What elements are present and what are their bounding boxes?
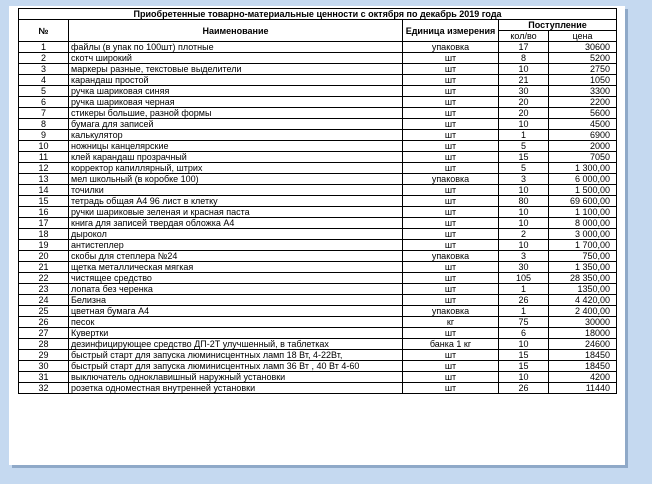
cell-unit[interactable]: шт bbox=[403, 383, 499, 394]
cell-price[interactable]: 69 600,00 bbox=[549, 196, 617, 207]
table-row bbox=[19, 163, 617, 174]
cell-qty[interactable]: 15 bbox=[499, 350, 549, 361]
cell-number[interactable]: 23 bbox=[19, 284, 69, 295]
cell-number[interactable]: 11 bbox=[19, 152, 69, 163]
cell-price[interactable]: 1 100,00 bbox=[549, 207, 617, 218]
table-row bbox=[19, 317, 617, 328]
cell-qty[interactable]: 20 bbox=[499, 108, 549, 119]
cell-price[interactable]: 2000 bbox=[549, 141, 617, 152]
cell-number[interactable]: 26 bbox=[19, 317, 69, 328]
cell-qty[interactable]: 2 bbox=[499, 229, 549, 240]
cell-number[interactable]: 8 bbox=[19, 119, 69, 130]
cell-name[interactable]: выключатель одноклавишный наружный установки bbox=[69, 372, 403, 383]
cell-number[interactable]: 17 bbox=[19, 218, 69, 229]
table-row bbox=[19, 64, 617, 75]
table-row bbox=[19, 152, 617, 163]
cell-unit[interactable]: шт bbox=[403, 152, 499, 163]
cell-qty[interactable]: 30 bbox=[499, 262, 549, 273]
cell-unit[interactable]: шт bbox=[403, 97, 499, 108]
cell-qty[interactable]: 5 bbox=[499, 141, 549, 152]
cell-qty[interactable]: 3 bbox=[499, 174, 549, 185]
cell-price[interactable]: 5600 bbox=[549, 108, 617, 119]
cell-price[interactable]: 2750 bbox=[549, 64, 617, 75]
cell-price[interactable]: 7050 bbox=[549, 152, 617, 163]
cell-name[interactable]: быстрый старт для запуска люминисцентных ламп 18 Вт, 4-22Вт, bbox=[69, 350, 403, 361]
cell-price[interactable]: 2200 bbox=[549, 97, 617, 108]
cell-price[interactable]: 18450 bbox=[549, 361, 617, 372]
cell-number[interactable]: 29 bbox=[19, 350, 69, 361]
cell-number[interactable]: 10 bbox=[19, 141, 69, 152]
cell-qty[interactable]: 26 bbox=[499, 295, 549, 306]
cell-name[interactable]: Кувертки bbox=[69, 328, 403, 339]
cell-number[interactable]: 12 bbox=[19, 163, 69, 174]
cell-qty[interactable]: 21 bbox=[499, 75, 549, 86]
spreadsheet-page bbox=[9, 6, 625, 465]
cell-price[interactable]: 11440 bbox=[549, 383, 617, 394]
cell-number[interactable]: 13 bbox=[19, 174, 69, 185]
header-unit[interactable]: Единица измерения bbox=[403, 20, 499, 42]
cell-name[interactable]: Белизна bbox=[69, 295, 403, 306]
table-row bbox=[19, 185, 617, 196]
cell-qty[interactable]: 10 bbox=[499, 339, 549, 350]
cell-unit[interactable]: шт bbox=[403, 64, 499, 75]
table-row bbox=[19, 240, 617, 251]
cell-unit[interactable]: шт bbox=[403, 328, 499, 339]
header-name[interactable]: Наименование bbox=[69, 20, 403, 42]
cell-unit[interactable]: кг bbox=[403, 317, 499, 328]
cell-price[interactable]: 8 000,00 bbox=[549, 218, 617, 229]
cell-number[interactable]: 27 bbox=[19, 328, 69, 339]
cell-number[interactable]: 20 bbox=[19, 251, 69, 262]
table-row bbox=[19, 251, 617, 262]
cell-number[interactable]: 5 bbox=[19, 86, 69, 97]
table-row bbox=[19, 196, 617, 207]
table-row bbox=[19, 141, 617, 152]
cell-unit[interactable]: шт bbox=[403, 53, 499, 64]
cell-qty[interactable]: 30 bbox=[499, 86, 549, 97]
cell-name[interactable]: карандаш простой bbox=[69, 75, 403, 86]
cell-unit[interactable]: упаковка bbox=[403, 306, 499, 317]
cell-name[interactable]: песок bbox=[69, 317, 403, 328]
cell-unit[interactable]: шт bbox=[403, 361, 499, 372]
cell-unit[interactable]: упаковка bbox=[403, 251, 499, 262]
cell-qty[interactable]: 26 bbox=[499, 383, 549, 394]
cell-name[interactable]: мел школьный (в коробке 100) bbox=[69, 174, 403, 185]
table-row bbox=[19, 339, 617, 350]
cell-name[interactable]: корректор капиллярный, штрих bbox=[69, 163, 403, 174]
cell-price[interactable]: 18000 bbox=[549, 328, 617, 339]
cell-qty[interactable]: 5 bbox=[499, 163, 549, 174]
cell-name[interactable]: скобы для степлера №24 bbox=[69, 251, 403, 262]
cell-number[interactable]: 1 bbox=[19, 42, 69, 53]
cell-number[interactable]: 15 bbox=[19, 196, 69, 207]
table-row bbox=[19, 218, 617, 229]
cell-number[interactable]: 6 bbox=[19, 97, 69, 108]
cell-number[interactable]: 7 bbox=[19, 108, 69, 119]
cell-number[interactable]: 3 bbox=[19, 64, 69, 75]
cell-price[interactable]: 4200 bbox=[549, 372, 617, 383]
cell-name[interactable]: скотч широкий bbox=[69, 53, 403, 64]
cell-unit[interactable]: шт bbox=[403, 207, 499, 218]
cell-qty[interactable]: 10 bbox=[499, 64, 549, 75]
cell-name[interactable]: стикеры большие, разной формы bbox=[69, 108, 403, 119]
cell-unit[interactable]: шт bbox=[403, 119, 499, 130]
cell-price[interactable]: 6900 bbox=[549, 130, 617, 141]
cell-unit[interactable]: шт bbox=[403, 262, 499, 273]
cell-qty[interactable]: 8 bbox=[499, 53, 549, 64]
table-row bbox=[19, 328, 617, 339]
cell-name[interactable]: антистеплер bbox=[69, 240, 403, 251]
cell-unit[interactable]: шт bbox=[403, 295, 499, 306]
cell-name[interactable]: калькулятор bbox=[69, 130, 403, 141]
cell-number[interactable]: 28 bbox=[19, 339, 69, 350]
cell-name[interactable]: тетрадь общая А4 96 лист в клетку bbox=[69, 196, 403, 207]
cell-qty[interactable]: 10 bbox=[499, 185, 549, 196]
cell-price[interactable]: 4 420,00 bbox=[549, 295, 617, 306]
cell-number[interactable]: 31 bbox=[19, 372, 69, 383]
cell-price[interactable]: 6 000,00 bbox=[549, 174, 617, 185]
cell-qty[interactable]: 15 bbox=[499, 152, 549, 163]
cell-qty[interactable]: 1 bbox=[499, 130, 549, 141]
cell-price[interactable]: 5200 bbox=[549, 53, 617, 64]
cell-unit[interactable]: шт bbox=[403, 75, 499, 86]
table-row bbox=[19, 372, 617, 383]
cell-number[interactable]: 2 bbox=[19, 53, 69, 64]
table-row bbox=[19, 207, 617, 218]
cell-qty[interactable]: 17 bbox=[499, 42, 549, 53]
table-row bbox=[19, 42, 617, 53]
cell-price[interactable]: 18450 bbox=[549, 350, 617, 361]
cell-price[interactable]: 1 500,00 bbox=[549, 185, 617, 196]
table-row bbox=[19, 119, 617, 130]
table-row bbox=[19, 174, 617, 185]
cell-price[interactable]: 1050 bbox=[549, 75, 617, 86]
cell-name[interactable]: дезинфицирующее средство ДП-2Т улучшенный, в таблетках bbox=[69, 339, 403, 350]
cell-unit[interactable]: шт bbox=[403, 196, 499, 207]
table-row bbox=[19, 361, 617, 372]
cell-qty[interactable]: 80 bbox=[499, 196, 549, 207]
cell-qty[interactable]: 105 bbox=[499, 273, 549, 284]
cell-name[interactable]: розетка одноместная внутренней установки bbox=[69, 383, 403, 394]
cell-number[interactable]: 16 bbox=[19, 207, 69, 218]
cell-number[interactable]: 19 bbox=[19, 240, 69, 251]
table-row bbox=[19, 108, 617, 119]
cell-qty[interactable]: 1 bbox=[499, 284, 549, 295]
table-row bbox=[19, 295, 617, 306]
cell-unit[interactable]: упаковка bbox=[403, 42, 499, 53]
table-row bbox=[19, 229, 617, 240]
table-row bbox=[19, 383, 617, 394]
header-qty[interactable]: кол/во bbox=[499, 31, 549, 42]
cell-name[interactable]: быстрый старт для запуска люминисцентных ламп 36 Вт , 40 Вт 4-60 bbox=[69, 361, 403, 372]
cell-unit[interactable]: шт bbox=[403, 273, 499, 284]
cell-name[interactable]: чистящее средство bbox=[69, 273, 403, 284]
cell-unit[interactable]: шт bbox=[403, 372, 499, 383]
cell-qty[interactable]: 10 bbox=[499, 372, 549, 383]
cell-price[interactable]: 4500 bbox=[549, 119, 617, 130]
cell-name[interactable]: маркеры разные, текстовые выделители bbox=[69, 64, 403, 75]
table-row bbox=[19, 350, 617, 361]
cell-number[interactable]: 25 bbox=[19, 306, 69, 317]
cell-name[interactable]: ножницы канцелярские bbox=[69, 141, 403, 152]
cell-price[interactable]: 1350,00 bbox=[549, 284, 617, 295]
cell-name[interactable]: ручка шариковая синяя bbox=[69, 86, 403, 97]
cell-unit[interactable]: шт bbox=[403, 108, 499, 119]
cell-number[interactable]: 21 bbox=[19, 262, 69, 273]
cell-unit[interactable]: шт bbox=[403, 284, 499, 295]
cell-unit[interactable]: шт bbox=[403, 163, 499, 174]
cell-unit[interactable]: шт bbox=[403, 350, 499, 361]
cell-price[interactable]: 2 400,00 bbox=[549, 306, 617, 317]
cell-unit[interactable]: упаковка bbox=[403, 174, 499, 185]
cell-price[interactable]: 1 700,00 bbox=[549, 240, 617, 251]
cell-price[interactable]: 28 350,00 bbox=[549, 273, 617, 284]
cell-price[interactable]: 3300 bbox=[549, 86, 617, 97]
table-row bbox=[19, 273, 617, 284]
cell-qty[interactable]: 15 bbox=[499, 361, 549, 372]
cell-price[interactable]: 1 350,00 bbox=[549, 262, 617, 273]
cell-price[interactable]: 1 300,00 bbox=[549, 163, 617, 174]
cell-name[interactable]: щетка металлическая мягкая bbox=[69, 262, 403, 273]
cell-name[interactable]: ручки шариковые зеленая и красная паста bbox=[69, 207, 403, 218]
cell-number[interactable]: 18 bbox=[19, 229, 69, 240]
cell-name[interactable]: книга для записей твердая обложка А4 bbox=[69, 218, 403, 229]
cell-qty[interactable]: 10 bbox=[499, 119, 549, 130]
table-row bbox=[19, 284, 617, 295]
cell-qty[interactable]: 20 bbox=[499, 97, 549, 108]
cell-number[interactable]: 30 bbox=[19, 361, 69, 372]
cell-qty[interactable]: 3 bbox=[499, 251, 549, 262]
header-row bbox=[19, 20, 617, 31]
cell-name[interactable]: цветная бумага А4 bbox=[69, 306, 403, 317]
table-title[interactable]: Приобретенные товарно-материальные ценности с октября по декабрь 2019 года bbox=[19, 9, 617, 20]
table-row bbox=[19, 53, 617, 64]
cell-qty[interactable]: 10 bbox=[499, 207, 549, 218]
cell-price[interactable]: 750,00 bbox=[549, 251, 617, 262]
cell-qty[interactable]: 10 bbox=[499, 240, 549, 251]
cell-unit[interactable]: шт bbox=[403, 218, 499, 229]
cell-price[interactable]: 24600 bbox=[549, 339, 617, 350]
cell-number[interactable]: 4 bbox=[19, 75, 69, 86]
table-row bbox=[19, 75, 617, 86]
cell-number[interactable]: 24 bbox=[19, 295, 69, 306]
cell-price[interactable]: 30600 bbox=[549, 42, 617, 53]
cell-qty[interactable]: 6 bbox=[499, 328, 549, 339]
cell-number[interactable]: 32 bbox=[19, 383, 69, 394]
cell-qty[interactable]: 10 bbox=[499, 218, 549, 229]
inventory-table bbox=[18, 8, 617, 394]
header-receipt[interactable]: Поступление bbox=[499, 20, 617, 31]
header-num[interactable]: № bbox=[19, 20, 69, 42]
cell-name[interactable]: клей карандаш прозрачный bbox=[69, 152, 403, 163]
table-row bbox=[19, 97, 617, 108]
table-row bbox=[19, 306, 617, 317]
cell-unit[interactable]: шт bbox=[403, 86, 499, 97]
cell-number[interactable]: 22 bbox=[19, 273, 69, 284]
cell-price[interactable]: 3 000,00 bbox=[549, 229, 617, 240]
cell-name[interactable]: лопата без черенка bbox=[69, 284, 403, 295]
cell-qty[interactable]: 75 bbox=[499, 317, 549, 328]
cell-name[interactable]: бумага для записей bbox=[69, 119, 403, 130]
cell-unit[interactable]: шт bbox=[403, 141, 499, 152]
cell-number[interactable]: 14 bbox=[19, 185, 69, 196]
cell-unit[interactable]: шт bbox=[403, 130, 499, 141]
cell-qty[interactable]: 1 bbox=[499, 306, 549, 317]
cell-unit[interactable]: шт bbox=[403, 185, 499, 196]
cell-name[interactable]: ручка шариковая черная bbox=[69, 97, 403, 108]
cell-unit[interactable]: шт bbox=[403, 229, 499, 240]
cell-unit[interactable]: шт bbox=[403, 240, 499, 251]
cell-number[interactable]: 9 bbox=[19, 130, 69, 141]
cell-name[interactable]: точилки bbox=[69, 185, 403, 196]
table-row bbox=[19, 262, 617, 273]
cell-name[interactable]: файлы (в упак по 100шт) плотные bbox=[69, 42, 403, 53]
header-price[interactable]: цена bbox=[549, 31, 617, 42]
cell-price[interactable]: 30000 bbox=[549, 317, 617, 328]
table-row bbox=[19, 130, 617, 141]
title-row bbox=[19, 9, 617, 20]
table-row bbox=[19, 86, 617, 97]
cell-name[interactable]: дырокол bbox=[69, 229, 403, 240]
cell-unit[interactable]: банка 1 кг bbox=[403, 339, 499, 350]
